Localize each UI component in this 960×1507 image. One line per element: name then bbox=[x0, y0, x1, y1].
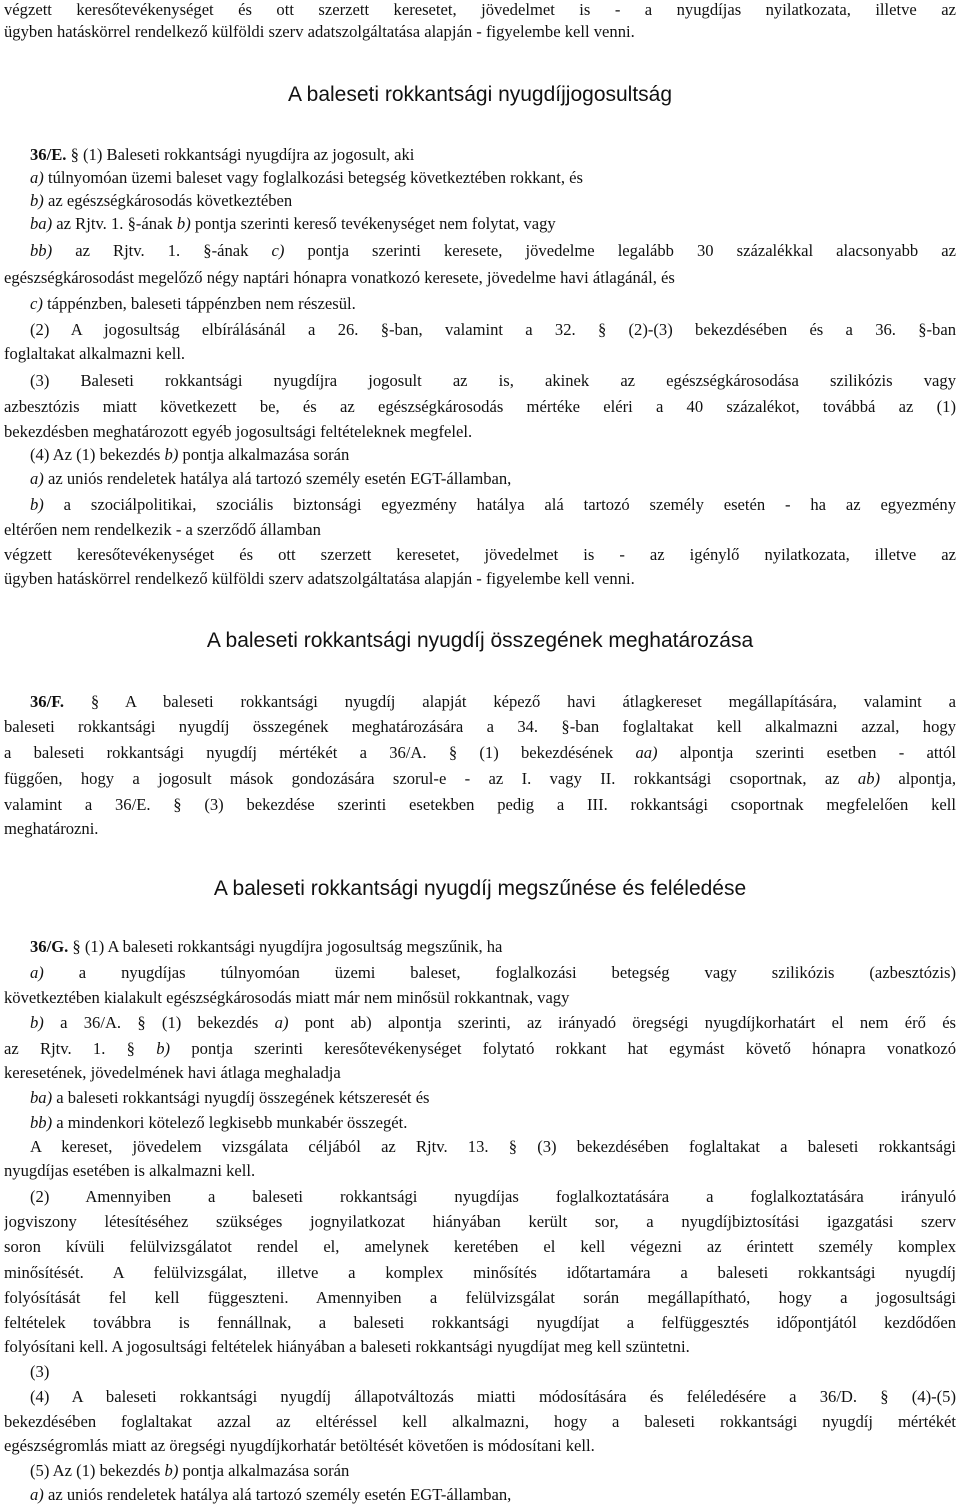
text-line: eltérően nem rendelkezik - a szerződő államban bbox=[4, 520, 321, 539]
text-line: folyósítását fel kell függeszteni. Amennyiben a felülvizsgálat során megállapítható, hogy a jogosultsági bbox=[4, 1288, 956, 1307]
paragraph-line: 36/E. § (1) Baleseti rokkantsági nyugdíjra az jogosult, aki bbox=[30, 145, 415, 164]
section-heading: A baleseti rokkantsági nyugdíj megszűnése és feléledése bbox=[213, 877, 747, 900]
paragraph-line: b) az egészségkárosodás következtében bbox=[30, 191, 293, 210]
paragraph-line: a baleseti rokkantsági nyugdíj mértékét a 36/A. § (1) bekezdésének aa) alpontja szerinti esetben - attól bbox=[4, 743, 956, 762]
text-line: azbesztózis miatt következett be, és az egészségkárosodás mértéke eléri a 40 százalékot, továbbá az (1) bbox=[4, 397, 956, 416]
text-line: ügyben hatáskörrel rendelkező külföldi szerv adatszolgáltatása alapján - figyelembe kell venni. bbox=[4, 569, 635, 588]
text-line: egészségromlás miatt az öregségi nyugdíjkorhatár betöltését követően is módosítani kell. bbox=[4, 1436, 595, 1455]
section-heading: A baleseti rokkantsági nyugdíjjogosultság bbox=[287, 83, 673, 106]
paragraph-line: a) túlnyomóan üzemi baleset vagy foglalkozási betegség következtében rokkant, és bbox=[30, 168, 583, 187]
section-number: 36/E. bbox=[30, 145, 67, 164]
text-line: (2) A jogosultság elbírálásánál a 26. §-ban, valamint a 32. § (2)-(3) bekezdésében és a 36. §-ban bbox=[30, 320, 956, 339]
text-line: baleseti rokkantsági nyugdíj összegének meghatározására a 34. §-ban foglaltakat kell alkalmazni azzal, hogy bbox=[4, 717, 956, 736]
paragraph-line: (4) Az (1) bekezdés b) pontja alkalmazása során bbox=[30, 445, 350, 464]
paragraph-line: ba) a baleseti rokkantsági nyugdíj összegének kétszeresét és bbox=[30, 1088, 430, 1107]
text-line: foglaltakat alkalmazni kell. bbox=[4, 344, 186, 363]
paragraph-line: bb) a mindenkori kötelező legkisebb munkabér összegét. bbox=[30, 1113, 408, 1132]
paragraph-line: 36/G. § (1) A baleseti rokkantsági nyugdíjra jogosultság megszűnik, ha bbox=[30, 937, 503, 956]
text-line: feltételek továbbra is fennállnak, a baleseti rokkantsági nyugdíjat a felfüggesztés időpontjától kezdődően bbox=[4, 1313, 956, 1332]
paragraph-line: bb) az Rjtv. 1. §-ának c) pontja szerinti keresete, jövedelme legalább 30 százalékkal alacsonyabb az bbox=[30, 241, 956, 260]
text-line: (2) Amennyiben a baleseti rokkantsági nyugdíjas foglalkoztatására a foglalkoztatására irányuló bbox=[30, 1187, 956, 1206]
text-line: bekezdésében foglaltakat azzal az eltéréssel kell alkalmazni, hogy a baleseti rokkantsági nyugdíj mértékét bbox=[4, 1412, 956, 1431]
text-line: (3) bbox=[30, 1362, 50, 1381]
section-number: 36/F. bbox=[30, 692, 64, 711]
paragraph-line: b) a szociálpolitikai, szociális biztonsági egyezmény hatálya alá tartozó személy esetén - ha az egyezmény bbox=[30, 495, 956, 514]
paragraph-line: függően, hogy a jogosult mások gondozására szorul-e - az I. vagy II. rokkantsági csoportnak, az ab) alpontja, bbox=[4, 769, 956, 788]
text-line: minősítését. A felülvizsgálat, illetve a komplex minősítés időtartamára a baleseti rokkantsági nyugdíj bbox=[4, 1263, 956, 1282]
paragraph-line: b) a 36/A. § (1) bekezdés a) pont ab) alpontja szerinti, az irányadó öregségi nyugdíjkorhatárt el nem érő és bbox=[30, 1013, 956, 1032]
text-line: meghatározni. bbox=[4, 819, 99, 838]
text-line: jogviszony létesítéséhez szükséges jognyilatkozat hiányában került sor, a nyugdíjbiztosítási igazgatási szerv bbox=[4, 1212, 956, 1231]
text-line: nyugdíjas esetében is alkalmazni kell. bbox=[4, 1161, 256, 1180]
text-line: (3) Baleseti rokkantsági nyugdíjra jogosult az is, akinek az egészségkárosodása szilikózis vagy bbox=[30, 371, 956, 390]
text-line: bekezdésben meghatározott egyéb jogosultsági feltételeknek megfelel. bbox=[4, 422, 473, 441]
text-line: keresetének, jövedelmének havi átlaga meghaladja bbox=[4, 1063, 341, 1082]
section-heading: A baleseti rokkantsági nyugdíj összegének meghatározása bbox=[206, 629, 754, 652]
text-line: A kereset, jövedelem vizsgálata céljából az Rjtv. 13. § (3) bekezdésében foglaltakat a baleseti rokkantsági bbox=[30, 1137, 956, 1156]
section-number: 36/G. bbox=[30, 937, 69, 956]
text-line: folyósítani kell. A jogosultsági feltételek hiányában a baleseti rokkantsági nyugdíjat meg kell szüntetni. bbox=[4, 1337, 690, 1356]
text-line: következtében kialakult egészségkárosodás miatt már nem minősül rokkantnak, vagy bbox=[4, 988, 570, 1007]
paragraph-line: c) táppénzben, baleseti táppénzben nem részesül. bbox=[30, 294, 356, 313]
text-line: valamint a 36/E. § (3) bekezdése szerinti esetekben pedig a III. rokkantsági csoportnak megfelelően kell bbox=[4, 795, 956, 814]
paragraph-line: az Rjtv. 1. § b) pontja szerinti keresőtevékenységet folytató rokkant hat egymást követő hónapra vonatkozó bbox=[4, 1039, 956, 1058]
paragraph-line: a) a nyugdíjas túlnyomóan üzemi baleset, foglalkozási betegség vagy szilikózis (azbesztózis) bbox=[30, 963, 956, 982]
text-line: (4) A baleseti rokkantsági nyugdíj állapotváltozás miatti módosítására és feléledésére a 36/D. § (4)-(5) bbox=[30, 1387, 956, 1406]
text-line: egészségkárosodást megelőző négy naptári hónapra vonatkozó keresete, jövedelme havi átlagánál, és bbox=[4, 268, 675, 287]
paragraph-line: ba) az Rjtv. 1. §-ának b) pontja szerinti kereső tevékenységet nem folytat, vagy bbox=[30, 214, 556, 233]
text-line: végzett keresőtevékenységet és ott szerzett keresetet, jövedelmet is - a nyugdíjas nyilatkozata, illetve az bbox=[4, 0, 956, 19]
text-line: soron kívüli felülvizsgálatot rendel el, amelynek keretében el kell végezni az érintett személy komplex bbox=[4, 1237, 956, 1256]
paragraph-line: (5) Az (1) bekezdés b) pontja alkalmazása során bbox=[30, 1461, 350, 1480]
paragraph-line: a) az uniós rendeletek hatálya alá tartozó személy esetén EGT-államban, bbox=[30, 1485, 512, 1504]
text-line: végzett keresőtevékenységet és ott szerzett keresetet, jövedelmet is - az igénylő nyilatkozata, illetve az bbox=[4, 545, 956, 564]
text-line: ügyben hatáskörrel rendelkező külföldi szerv adatszolgáltatása alapján - figyelembe kell venni. bbox=[4, 22, 635, 41]
paragraph-line: 36/F. § A baleseti rokkantsági nyugdíj alapját képező havi átlagkereset megállapítására, valamint a bbox=[30, 692, 956, 711]
paragraph-line: a) az uniós rendeletek hatálya alá tartozó személy esetén EGT-államban, bbox=[30, 469, 512, 488]
